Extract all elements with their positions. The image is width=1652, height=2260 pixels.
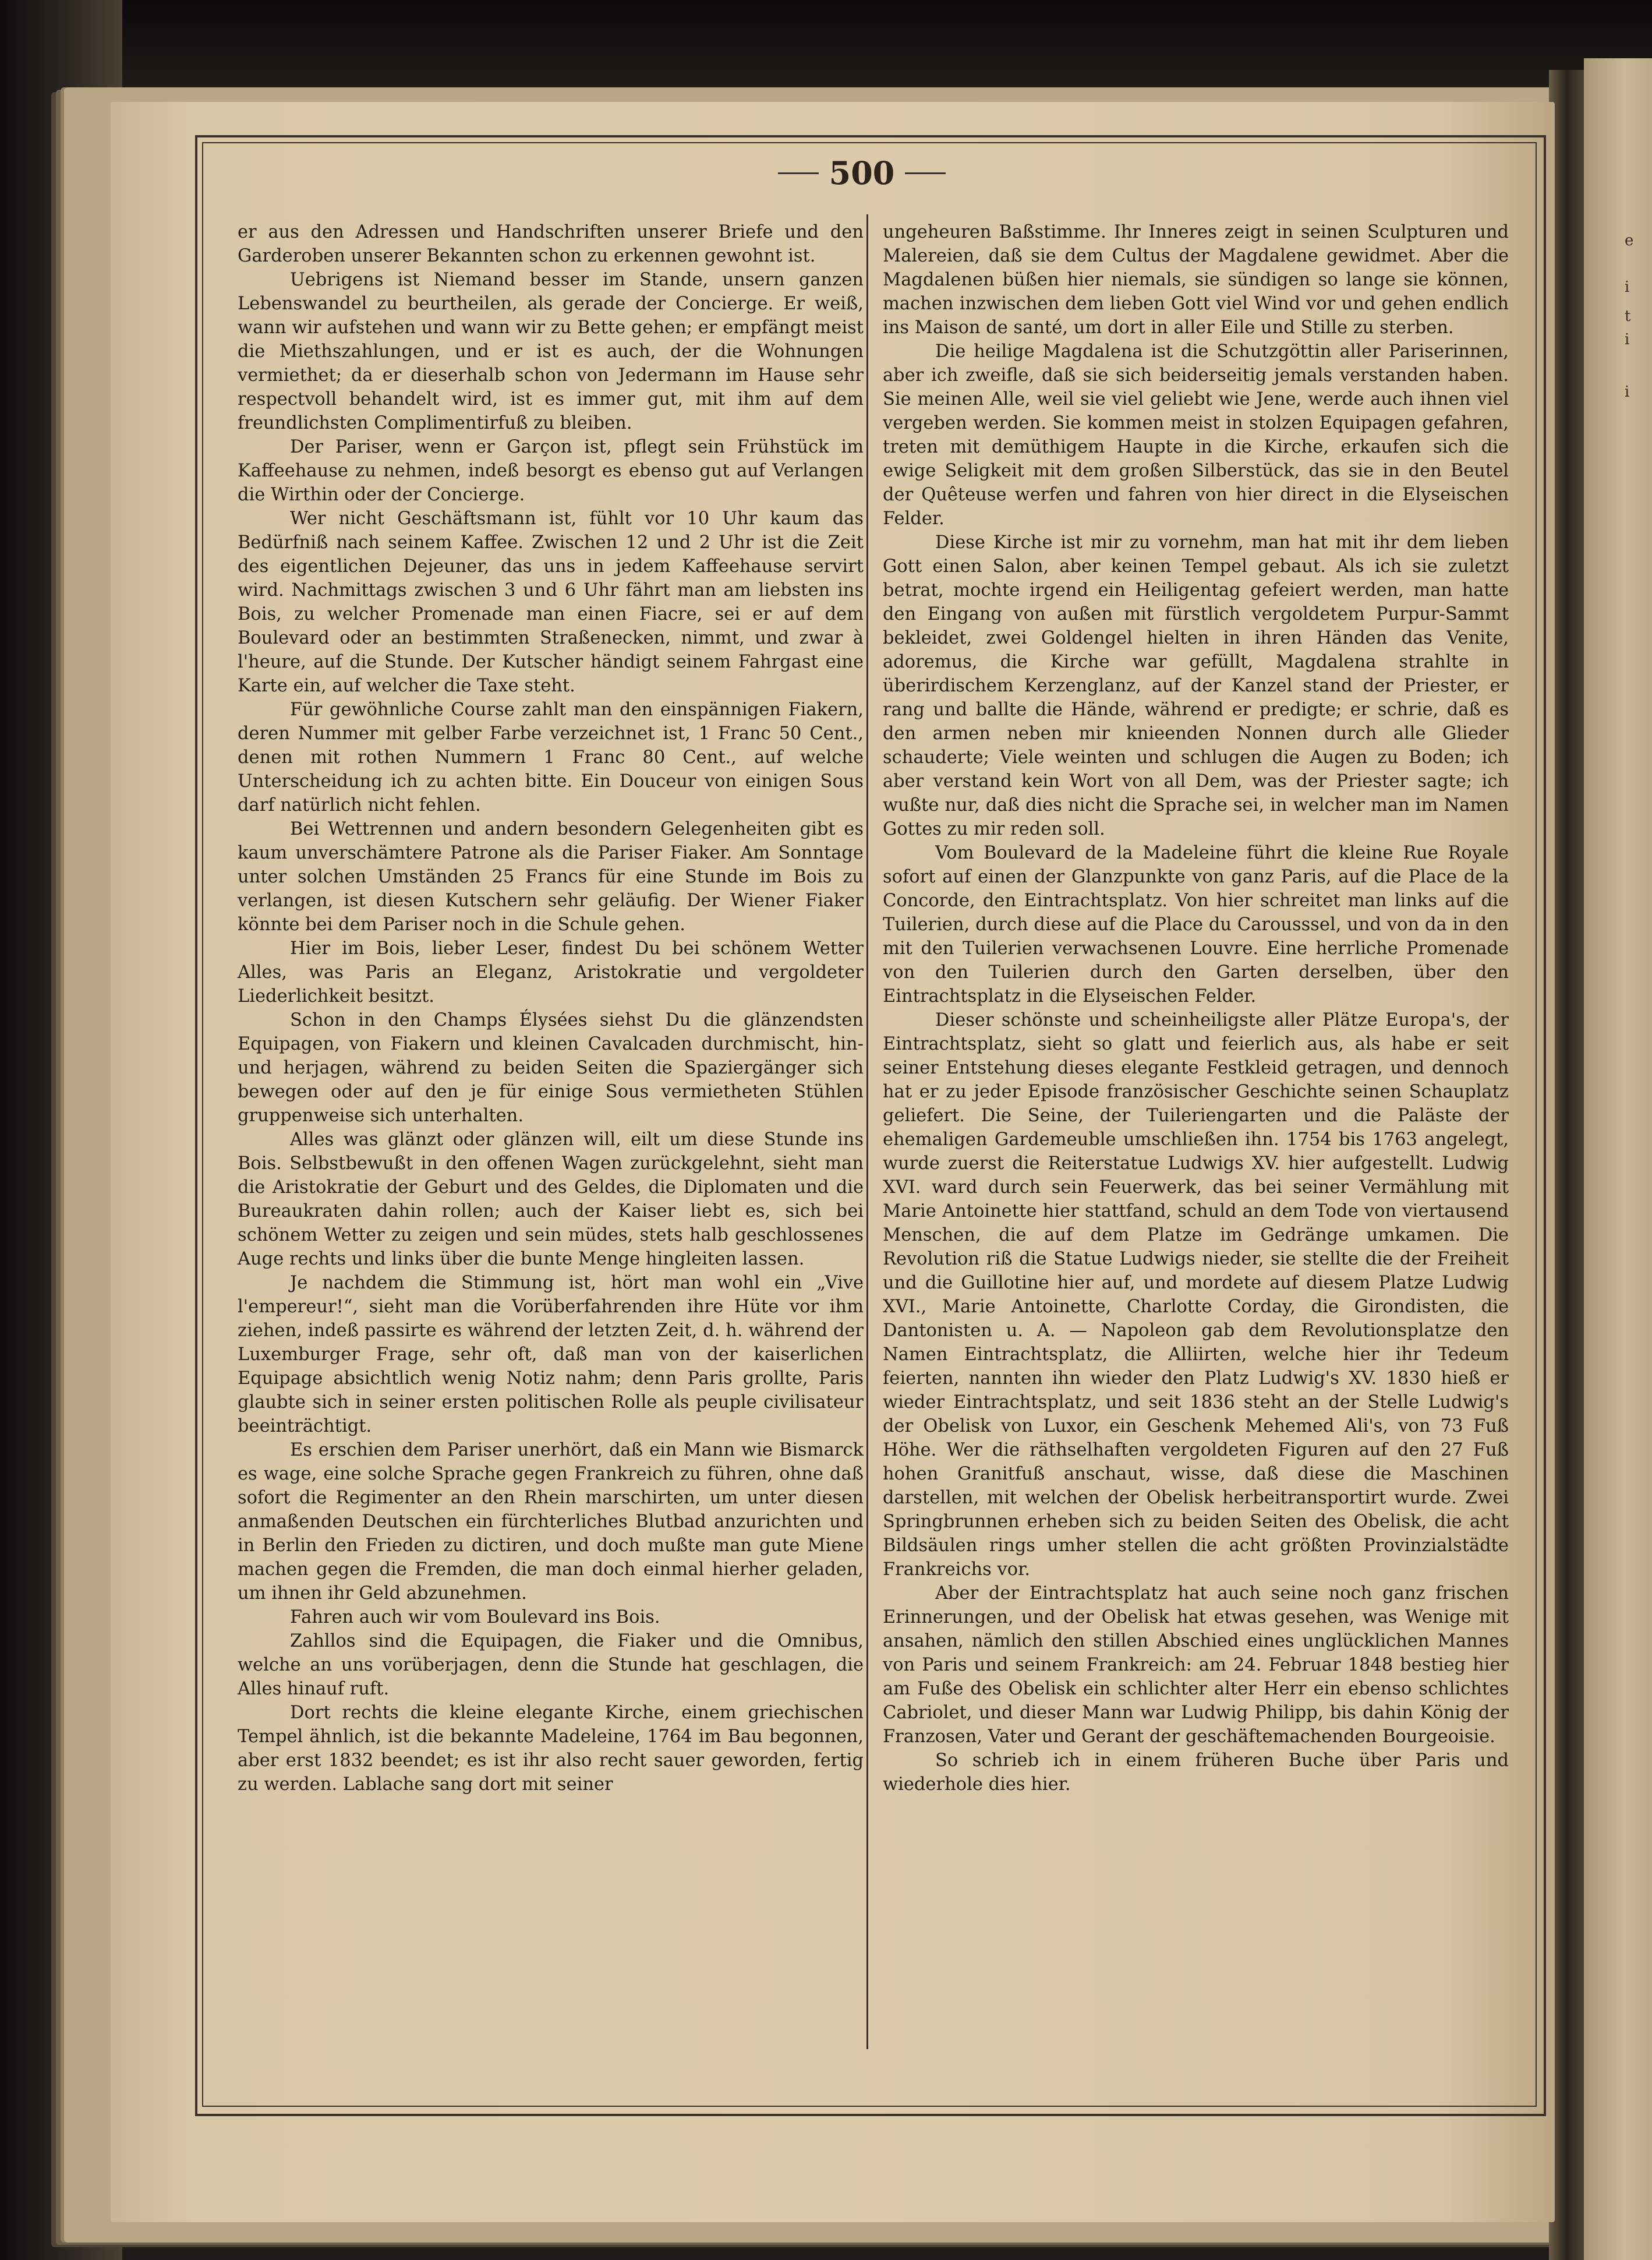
paragraph: er aus den Adressen und Handschriften unserer Briefe und den Garderoben unserer Bekannten schon zu erkennen gewohnt ist.: [238, 222, 864, 266]
paragraph: Es erschien dem Pariser unerhört, daß ein Mann wie Bismarck es wage, eine solche Sprache gegen Frankreich zu führen, ohne daß sofort die Regimenter an den Rhein marschirten, um unter diesen anmaßenden Deutschen ein fürchterliches Blutbad anzurichten und in Berlin den Frieden zu dictiren, und doch mußte man gute Miene machen gegen die Fremden, die man doch einmal hierher geladen, um ihnen ihr Geld abzunehmen.: [238, 1440, 864, 1604]
paragraph: Für gewöhnliche Course zahlt man den einspännigen Fiakern, deren Nummer mit gelber Farbe verzeichnet ist, 1 Franc 50 Cent., denen mit rothen Nummern 1 Franc 80 Cent., auf welche Unterscheidung ich zu achten bitte. Ein Douceur von einigen Sous darf natürlich nicht fehlen.: [238, 700, 864, 815]
paragraph: Aber der Eintrachtsplatz hat auch seine noch ganz frischen Erinnerungen, und der Obelisk hat etwas gesehen, was Wenige mit ansahen, nämlich den stillen Abschied eines unglücklichen Mannes von Paris und seinem Frankreich: am 24. Februar 1848 bestieg hier am Fuße des Obelisk ein schlichter alter Herr ein ebenso schlichtes Cabriolet, und dieser Mann war Ludwig Philipp, bis dahin König der Franzosen, Vater und Gerant der geschäftemachenden Bourgeoisie.: [883, 1583, 1509, 1747]
paragraph: Zahllos sind die Equipagen, die Fiaker und die Omnibus, welche an uns vorüberjagen, denn die Stunde hat geschlagen, die Alles hinauf ruft.: [238, 1631, 864, 1699]
paragraph: Diese Kirche ist mir zu vornehm, man hat mit ihr dem lieben Gott einen Salon, aber keinen Tempel gebaut. Als ich sie zuletzt betrat, mochte irgend ein Heiligentag gefeiert werden, man hatte den Eingang von außen mit fürstlich vergoldetem Purpur-Sammt bekleidet, zwei Goldengel hielten in ihren Händen das Venite, adoremus, die Kirche war gefüllt, Magdalena strahlte in überirdischem Kerzenglanz, auf der Kanzel stand der Priester, er rang und ballte die Hände, während er predigte; er schrie, daß es den armen neben mir knieenden Nonnen durch alle Glieder schauderte; Viele weinten und schlugen die Augen zu Boden; ich aber verstand kein Wort von all Dem, was der Priester sagte; ich wußte nur, daß dies nicht die Sprache sei, in welcher man im Namen Gottes zu mir reden soll.: [883, 532, 1509, 839]
header-rule-right: [905, 172, 946, 174]
paragraph: Der Pariser, wenn er Garçon ist, pflegt sein Frühstück im Kaffeehause zu nehmen, indeß besorgt es ebenso gut auf Verlangen die Wirthin oder der Concierge.: [238, 437, 864, 505]
next-page-edge: [1584, 58, 1652, 2260]
column-divider: [866, 214, 868, 2049]
next-page-fragment: i: [1625, 331, 1630, 348]
paragraph: Alles was glänzt oder glänzen will, eilt um diese Stunde ins Bois. Selbstbewußt in den offenen Wagen zurückgelehnt, sieht man die Aristokratie der Geburt und des Geldes, die Diplomaten und die Bureaukraten dahin rollen; auch der Kaiser liebt es, sich bei schönem Wetter zu zeigen und sein müdes, stets halb geschlossenes Auge rechts und links über die bunte Menge hingleiten lassen.: [238, 1129, 864, 1269]
next-page-fragment: e: [1625, 232, 1634, 249]
paragraph: Vom Boulevard de la Madeleine führt die kleine Rue Royale sofort auf einen der Glanzpunkte von ganz Paris, auf die Place de la Concorde, den Eintrachtsplatz. Von hier schreitet man links auf die Tuilerien, durch diese auf die Place du Carousssel, und von da in den mit den Tuilerien verwachsenen Louvre. Eine herrliche Promenade von den Tuilerien durch den Garten derselben, über den Eintrachtsplatz in die Elyseischen Felder.: [883, 843, 1509, 1007]
page-number: 500: [829, 154, 895, 192]
paragraph: Dort rechts die kleine elegante Kirche, einem griechischen Tempel ähnlich, ist die bekannte Madeleine, 1764 im Bau begonnen, aber erst 1832 beendet; es ist ihr also recht sauer geworden, fertig zu werden. Lablache sang dort mit seiner: [238, 1703, 864, 1795]
left-column: [238, 220, 864, 1796]
paragraph: Die heilige Magdalena ist die Schutzgöttin aller Pariserinnen, aber ich zweifle, daß sie sich beiderseitig jemals verstanden haben. Sie meinen Alle, weil sie viel geliebt wie Jene, werde auch ihnen viel vergeben werden. Sie kommen meist in stolzen Equipagen gefahren, treten mit demüthigem Haupte in die Kirche, erkaufen sich die ewige Seligkeit mit dem großen Silberstück, das sie in den Beutel der Quêteuse werfen und fahren von hier direct in die Elyseischen Felder.: [883, 341, 1509, 529]
header-rule-left: [778, 172, 819, 174]
paragraph: Je nachdem die Stimmung ist, hört man wohl ein „Vive l'empereur!“, sieht man die Vorüberfahrenden ihre Hüte vor ihm ziehen, indeß passirte es während der letzten Zeit, d. h. während der Luxemburger Frage, sehr oft, daß man von der kaiserlichen Equipage absichtlich wenig Notiz nahm; denn Paris grollte, Paris glaubte sich in seiner ersten politischen Rolle als peuple civilisateur beeinträchtigt.: [238, 1273, 864, 1436]
paragraph: ungeheuren Baßstimme. Ihr Inneres zeigt in seinen Sculpturen und Malereien, daß sie dem Cultus der Magdalene gewidmet. Aber die Magdalenen büßen hier niemals, sie sündigen so lange sie können, machen inzwischen dem lieben Gott viel Wind vor und gehen endlich ins Maison de santé, um dort in aller Eile und Stille zu sterben.: [883, 222, 1509, 338]
right-column: [883, 220, 1509, 1796]
next-page-fragment: i: [1625, 278, 1630, 296]
paragraph: Uebrigens ist Niemand besser im Stande, unsern ganzen Lebenswandel zu beurtheilen, als gerade der Concierge. Er weiß, wann wir aufstehen und wann wir zu Bette gehen; er empfängt meist die Miethszahlungen, und er ist es auch, der die Wohnungen vermiethet; da er dieserhalb schon von Jedermann im Hause sehr respectvoll behandelt wird, ist es immer gut, mit ihm auf dem freundlichsten Complimentirfuß zu bleiben.: [238, 270, 864, 433]
paragraph: Dieser schönste und scheinheiligste aller Plätze Europa's, der Eintrachtsplatz, sieht so glatt und feierlich aus, als habe er seit seiner Entstehung dieses elegante Festkleid getragen, und dennoch hat er zu jeder Episode französischer Geschichte seinen Schauplatz geliefert. Die Seine, der Tuileriengarten und die Paläste der ehemaligen Gardemeuble umschließen ihn. 1754 bis 1763 angelegt, wurde zuerst die Reiterstatue Ludwigs XV. hier aufgestellt. Ludwig XVI. ward durch sein Feuerwerk, das bei seiner Vermählung mit Marie Antoinette hier stattfand, schuld an dem Tode von viertausend Menschen, die auf dem Platze im Gedränge umkamen. Die Revolution riß die Statue Ludwigs nieder, sie stellte die der Freiheit und die Guillotine hier auf, und mordete auf diesem Platze Ludwig XVI., Marie Antoinette, Charlotte Corday, die Girondisten, die Dantonisten u. A. — Napoleon gab dem Revolutionsplatze den Namen Eintrachtsplatz, die Alliirten, welche hier ihr Tedeum feierten, nannten ihn wieder den Platz Ludwig's XV. 1830 hieß er wieder Eintrachtsplatz, und seit 1836 steht an der Stelle Ludwig's der Obelisk von Luxor, ein Geschenk Mehemed Ali's, von 73 Fuß Höhe. Wer die räthselhaften vergoldeten Figuren auf den 27 Fuß hohen Granitfuß anschaut, wisse, daß diese die Maschinen darstellen, mit welchen der Obelisk herbeitransportirt wurde. Zwei Springbrunnen erheben sich zu beiden Seiten des Obelisk, die acht Bildsäulen rings umher stellen die acht größten Provinzialstädte Frankreichs vor.: [883, 1010, 1509, 1580]
next-page-fragment: i: [1625, 383, 1630, 401]
paragraph: Fahren auch wir vom Boulevard ins Bois.: [290, 1607, 660, 1627]
paragraph: So schrieb ich in einem früheren Buche über Paris und wiederhole dies hier.: [883, 1750, 1509, 1795]
next-page-fragment: t: [1625, 308, 1631, 325]
paragraph: Wer nicht Geschäftsmann ist, fühlt vor 10 Uhr kaum das Bedürfniß nach seinem Kaffee. Zwischen 12 und 2 Uhr ist die Zeit des eigentlichen Dejeuner, das uns in jedem Kaffeehause servirt wird. Nachmittags zwischen 3 und 6 Uhr fährt man am liebsten ins Bois, zu welcher Promenade man einen Fiacre, sei er auf dem Boulevard oder an bestimmten Straßenecken, nimmt, und zwar à l'heure, auf die Stunde. Der Kutscher händigt seinem Fahrgast eine Karte ein, auf welcher die Taxe steht.: [238, 509, 864, 696]
page-header: [769, 153, 955, 193]
paragraph: Bei Wettrennen und andern besondern Gelegenheiten gibt es kaum unverschämtere Patrone als die Pariser Fiaker. Am Sonntage unter solchen Umständen 25 Francs für eine Stunde im Bois zu verlangen, ist diesen Kutschern sehr geläufig. Der Wiener Fiaker könnte bei dem Pariser noch in die Schule gehen.: [238, 819, 864, 935]
paragraph: Schon in den Champs Élysées siehst Du die glänzendsten Equipagen, von Fiakern und kleinen Cavalcaden durchmischt, hin- und herjagen, während zu beiden Seiten die Spaziergänger sich bewegen oder auf den je für einige Sous vermietheten Stühlen gruppenweise sich unterhalten.: [238, 1010, 864, 1126]
paragraph: Hier im Bois, lieber Leser, findest Du bei schönem Wetter Alles, was Paris an Eleganz, Aristokratie und vergoldeter Liederlichkeit besitzt.: [238, 938, 864, 1007]
